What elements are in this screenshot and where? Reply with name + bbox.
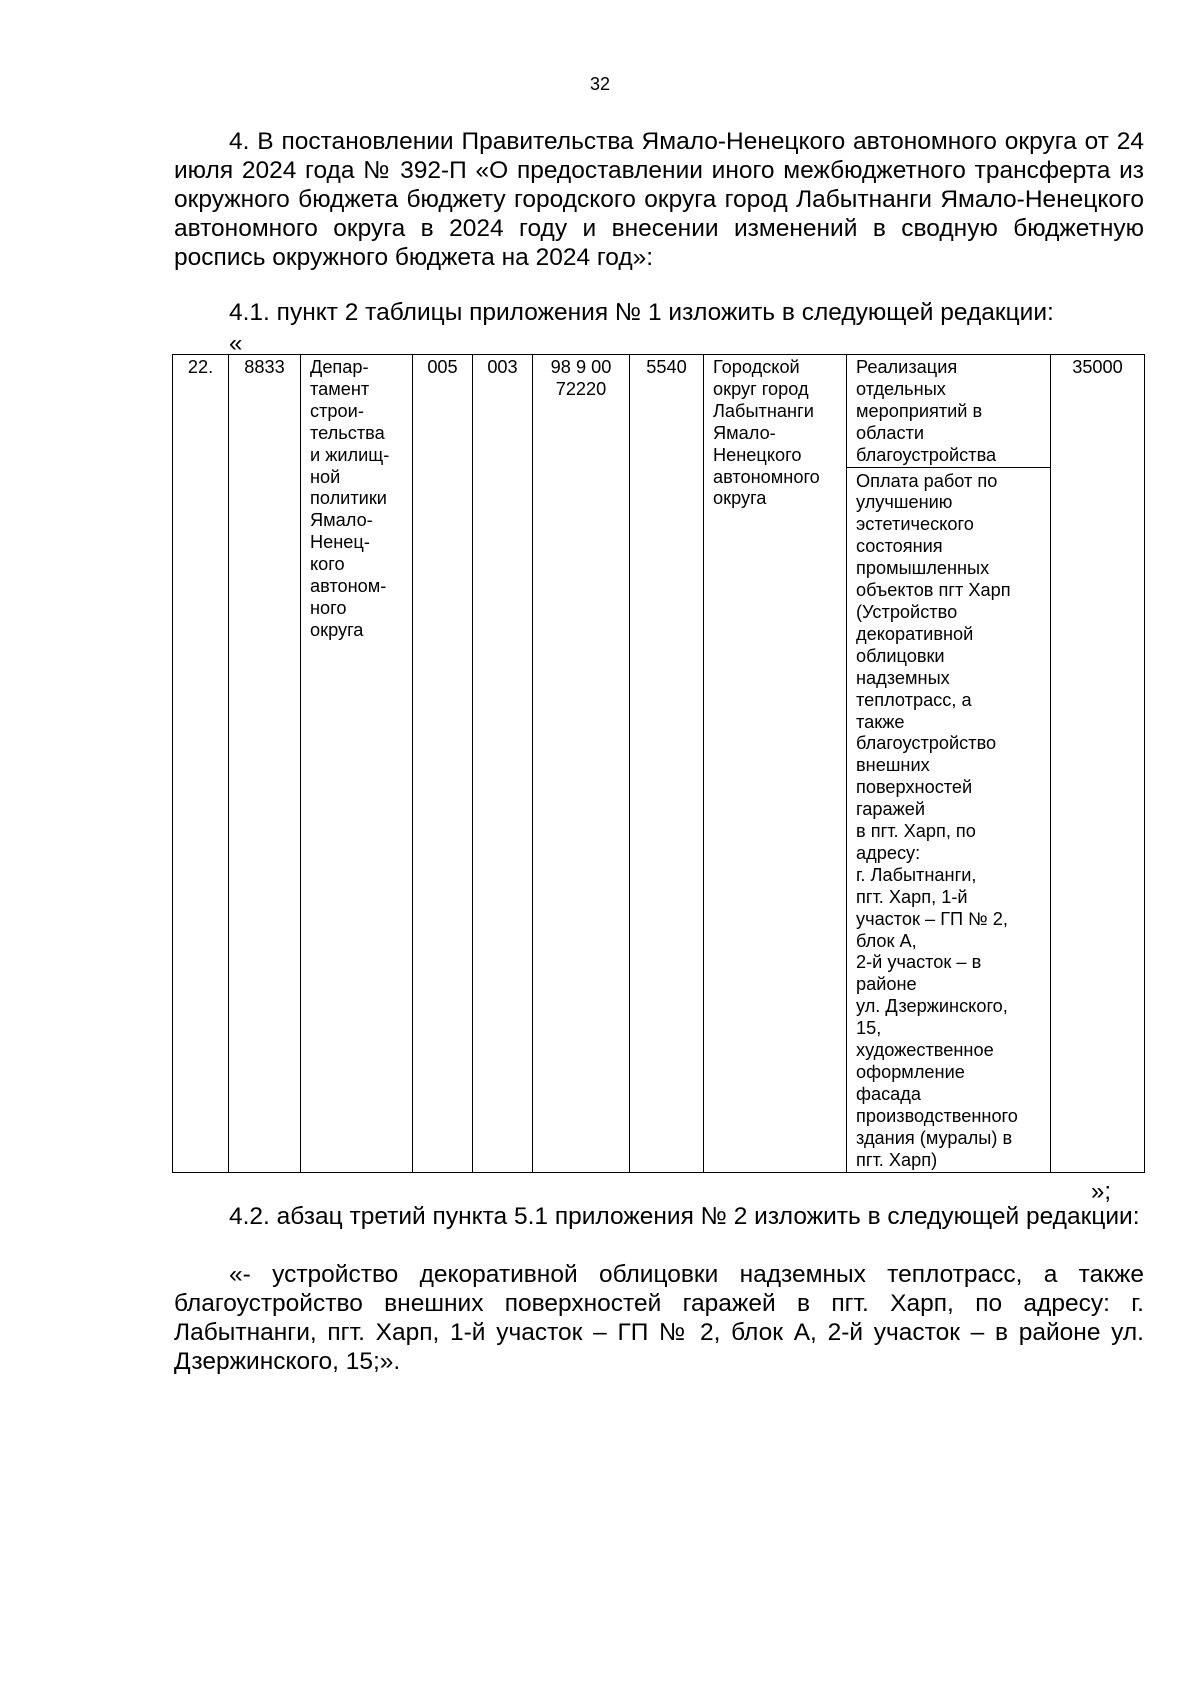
subsection: 003 — [487, 357, 518, 377]
cell-line: декоративной — [856, 623, 974, 644]
section: 005 — [427, 357, 458, 377]
paragraph-4-2-quote-text: «- устройство декоративной облицовки надземных теплотрасс, а также благоустройство внешних поверхностей гаражей в пгт. Харп, по адресу: г. Лабытнанги, пгт. Харп, 1-й участок – ГП № 2, блок А, 2-й участок – в районе ул. Дзержинского, 15;». — [174, 1261, 1144, 1375]
paragraph-4-2 — [174, 1202, 1144, 1231]
paragraph-4-2-quote — [174, 1260, 1144, 1376]
code: 8833 — [244, 357, 285, 377]
target-article-cell — [533, 355, 630, 1173]
cell-line: тамент — [310, 378, 370, 399]
cell-line: 98 9 00 — [550, 357, 612, 377]
cell-line: промышленных — [856, 558, 990, 579]
cell-line: объектов пгт Харп — [856, 580, 1011, 601]
target-article-lines — [535, 357, 627, 401]
cell-line: автономного — [713, 466, 820, 487]
paragraph-4-1-text: 4.1. пункт 2 таблицы приложения № 1 изложить в следующей редакции: — [229, 299, 1054, 326]
cell-line: отдельных — [856, 378, 946, 399]
paragraph-4-text: 4. В постановлении Правительства Ямало-Ненецкого автономного округа от 24 июля 2024 года № 392-П «О предоставлении иного межбюджетного трансферта из окружного бюджета бюджету городского округа город Лабытнанги Ямало-Ненецкого автономного округа в 2024 году и внесении изменений в сводную бюджетную роспись окружного бюджета на 2024 год»: — [174, 128, 1144, 271]
purpose-main — [847, 357, 1050, 468]
department-cell — [301, 355, 413, 1173]
cell-line: (Устройство — [856, 601, 958, 622]
amount: 35000 — [1072, 357, 1123, 377]
recipient-cell — [704, 355, 847, 1173]
cell-line: Ненецкого — [713, 444, 802, 465]
cell-line: благоустройство — [856, 733, 997, 754]
cell-line: мероприятий в — [856, 400, 983, 421]
quote-open: « — [229, 330, 243, 357]
cell-line: Городской — [713, 357, 800, 377]
cell-line: округа — [713, 488, 767, 509]
cell-line: 72220 — [555, 378, 607, 399]
cell-line: фасада — [856, 1083, 922, 1104]
paragraph-4 — [174, 127, 1144, 272]
row-number: 22. — [187, 357, 214, 377]
cell-line: округа — [310, 619, 364, 640]
recipient-lines — [713, 357, 841, 510]
cell-line: пгт. Харп) — [856, 1149, 938, 1170]
cell-line: адресу: — [856, 842, 921, 863]
cell-line: области — [856, 422, 925, 443]
cell-line: Депар- — [310, 357, 369, 377]
cell-line: производственного — [856, 1105, 1018, 1126]
cell-line: Ненец- — [310, 532, 370, 553]
cell-line: улучшению — [856, 492, 953, 513]
table-row — [173, 355, 1145, 1173]
cell-line: благоустройства — [856, 444, 997, 465]
cell-line: кого — [310, 554, 345, 575]
cell-line: внешних — [856, 755, 930, 776]
purpose-detail — [856, 471, 1045, 1172]
code-cell — [229, 355, 301, 1173]
cell-line: участок – ГП № 2, — [856, 908, 1008, 929]
cell-line: автоном- — [310, 576, 387, 597]
budget-table — [172, 354, 1145, 1173]
department-lines — [310, 357, 407, 642]
paragraph-4-1 — [174, 298, 1144, 327]
amount-cell — [1051, 355, 1145, 1173]
paragraph-4-2-text: 4.2. абзац третий пункта 5.1 приложения № 2 изложить в следующей редакции: — [229, 1203, 1140, 1230]
cell-line: районе — [856, 974, 917, 995]
cell-line: Реализация — [856, 357, 958, 377]
page-number: 32 — [589, 74, 611, 94]
cell-line: гаражей — [856, 799, 926, 820]
cell-line: поверхностей — [856, 777, 973, 798]
cell-line: также — [856, 711, 905, 732]
cell-line: политики — [310, 488, 387, 509]
cell-line: облицовки — [856, 645, 945, 666]
cell-line: строи- — [310, 400, 364, 421]
cell-line: г. Лабытнанги, — [856, 864, 977, 885]
cell-line: блок А, — [856, 930, 917, 951]
cell-line: теплотрасс, а — [856, 689, 972, 710]
row-number-cell — [173, 355, 229, 1173]
purpose-cell — [847, 355, 1051, 1173]
cell-line: пгт. Харп, 1-й — [856, 886, 968, 907]
cell-line: надземных — [856, 667, 950, 688]
cell-line: ной — [310, 466, 341, 487]
cell-line: эстетического — [856, 514, 974, 535]
subsection-cell — [473, 355, 533, 1173]
cell-line: здания (муралы) в — [856, 1127, 1013, 1148]
cell-line: округ город — [713, 378, 809, 399]
expense-type: 5540 — [646, 357, 687, 377]
quote-close: »; — [1091, 1178, 1112, 1205]
cell-line: оформление — [856, 1062, 965, 1082]
cell-line: Ямало- — [713, 422, 776, 443]
cell-line: тельства — [310, 422, 385, 443]
cell-line: Лабытнанги — [713, 400, 814, 421]
cell-line: в пгт. Харп, по — [856, 821, 976, 842]
cell-line: художественное — [856, 1040, 994, 1061]
cell-line: Ямало- — [310, 510, 373, 531]
cell-line: Оплата работ по — [856, 470, 998, 491]
cell-line: ного — [310, 597, 347, 618]
cell-line: 15, — [856, 1018, 882, 1039]
cell-line: ул. Дзержинского, — [856, 996, 1008, 1017]
section-cell — [413, 355, 473, 1173]
cell-line: состояния — [856, 536, 943, 557]
cell-line: 2-й участок – в — [856, 952, 982, 973]
expense-type-cell — [630, 355, 704, 1173]
cell-line: и жилищ- — [310, 444, 390, 465]
